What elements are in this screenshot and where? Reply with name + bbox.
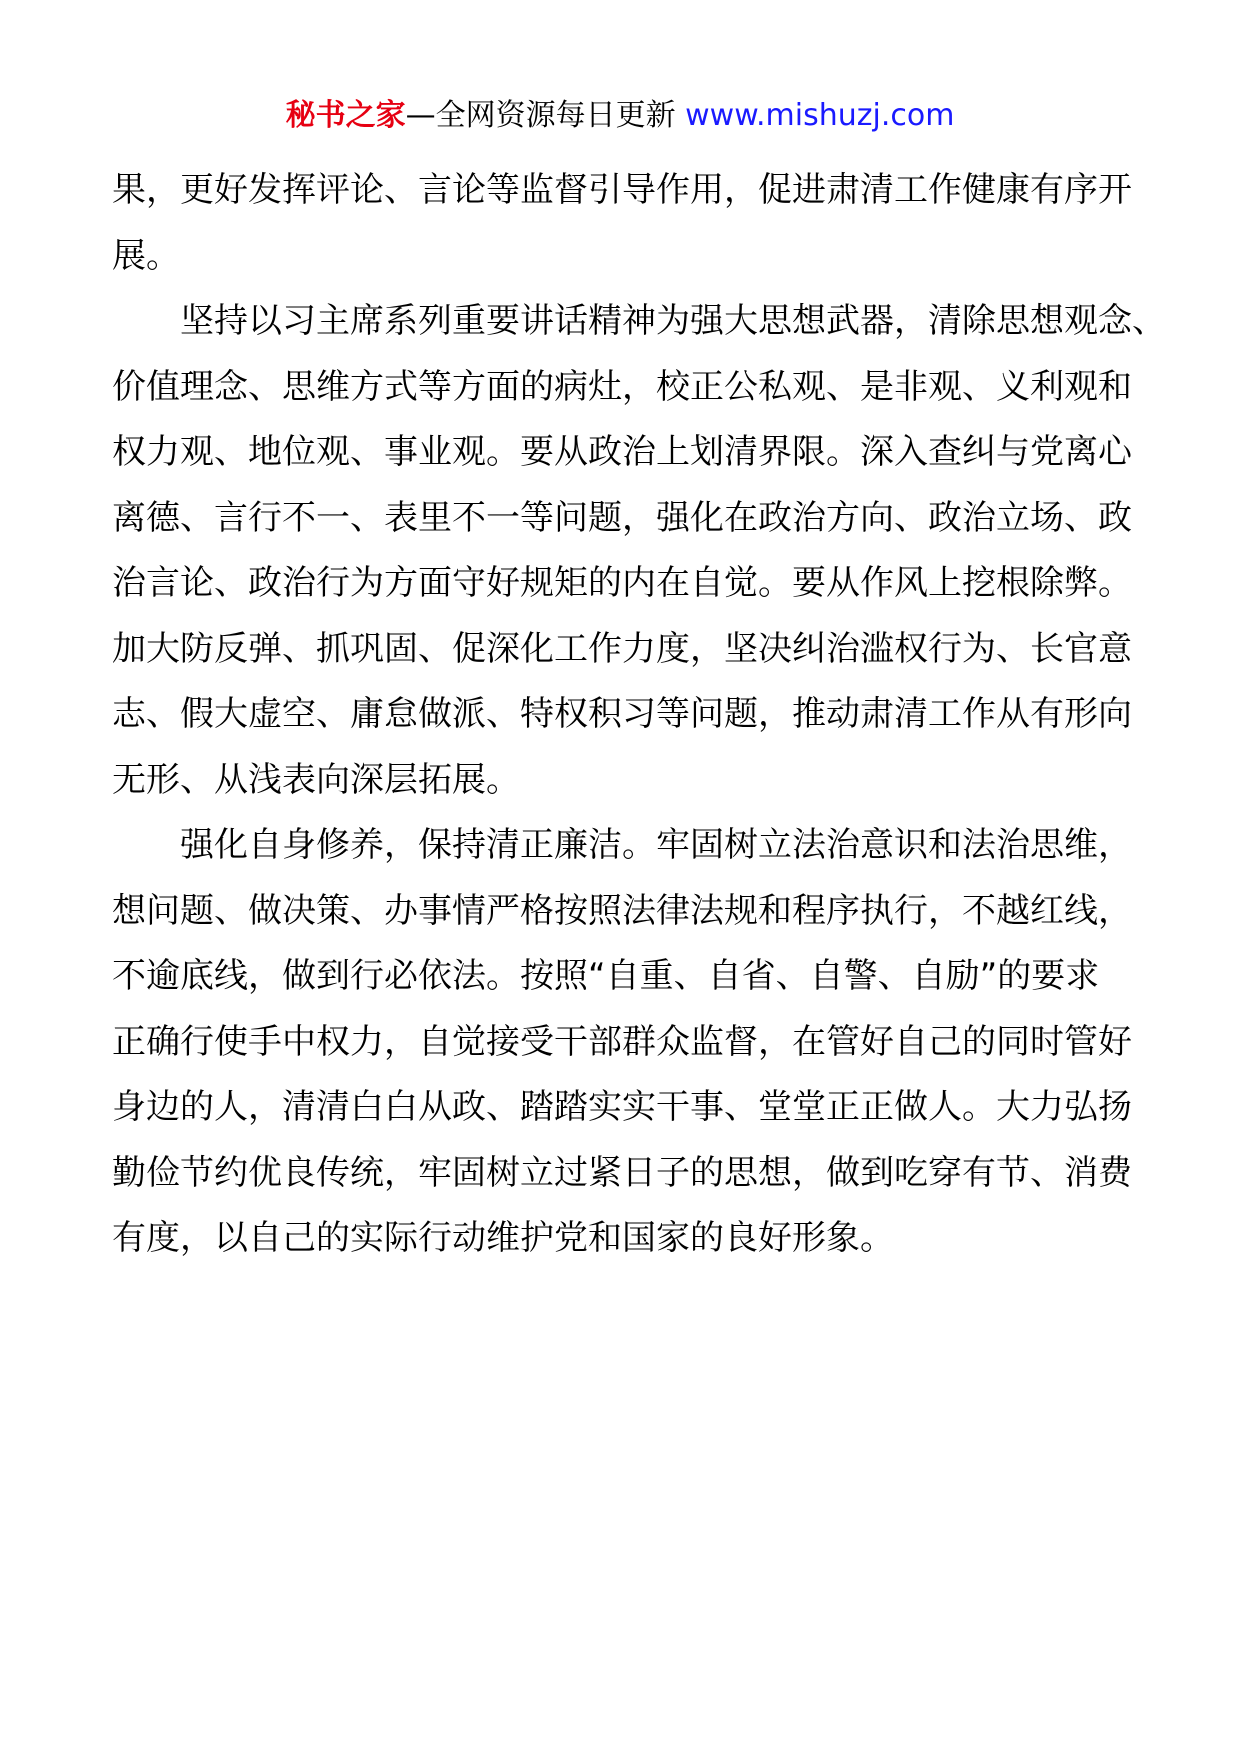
text-line: 无形、从浅表向深层拓展。 bbox=[112, 759, 520, 800]
site-brand: 秘书之家 bbox=[285, 98, 406, 133]
paragraph-ideology bbox=[112, 289, 1166, 813]
text-line: 价值理念、思维方式等方面的病灶，校正公私观、是非观、义利观和 bbox=[112, 366, 1132, 407]
text-line: 有度，以自己的实际行动维护党和国家的良好形象。 bbox=[112, 1218, 894, 1258]
page-header bbox=[0, 96, 1240, 136]
text-line: 离德、言行不一、表里不一等问题，强化在政治方向、政治立场、政 bbox=[112, 497, 1132, 538]
text-line: 身边的人，清清白白从政、踏踏实实干事、堂堂正正做人。大力弘扬 bbox=[112, 1087, 1132, 1127]
site-tagline: —全网资源每日更新 bbox=[405, 98, 686, 133]
text-line: 权力观、地位观、事业观。要从政治上划清界限。深入查纠与党离心 bbox=[112, 432, 1132, 472]
document-body bbox=[112, 158, 1166, 1272]
site-url-link[interactable]: www.mishuzj.com bbox=[685, 98, 955, 133]
text-line: 正确行使手中权力，自觉接受干部群众监督，在管好自己的同时管好 bbox=[112, 1021, 1132, 1062]
text-line: 果，更好发挥评论、言论等监督引导作用，促进肃清工作健康有序开 bbox=[112, 170, 1132, 210]
text-line: 想问题、做决策、办事情严格按照法律法规和程序执行，不越红线， bbox=[112, 890, 1132, 931]
text-line: 勤俭节约优良传统，牢固树立过紧日子的思想，做到吃穿有节、消费 bbox=[112, 1152, 1132, 1193]
paragraph-continuation bbox=[112, 158, 1132, 289]
text-line: 展。 bbox=[112, 235, 180, 276]
text-line: 志、假大虚空、庸怠做派、特权积习等问题，推动肃清工作从有形向 bbox=[112, 694, 1132, 734]
paragraph-self-cultivation bbox=[112, 813, 1132, 1272]
text-line: 强化自身修养，保持清正廉洁。牢固树立法治意识和法治思维， bbox=[180, 825, 1132, 865]
text-line: 坚持以习主席系列重要讲话精神为强大思想武器，清除思想观念、 bbox=[180, 301, 1166, 341]
text-line: 治言论、政治行为方面守好规矩的内在自觉。要从作风上挖根除弊。 bbox=[112, 563, 1132, 603]
text-line: 加大防反弹、抓巩固、促深化工作力度，坚决纠治滥权行为、长官意 bbox=[112, 628, 1132, 669]
text-line: 不逾底线，做到行必依法。按照“自重、自省、自警、自励”的要求 bbox=[112, 956, 1100, 996]
